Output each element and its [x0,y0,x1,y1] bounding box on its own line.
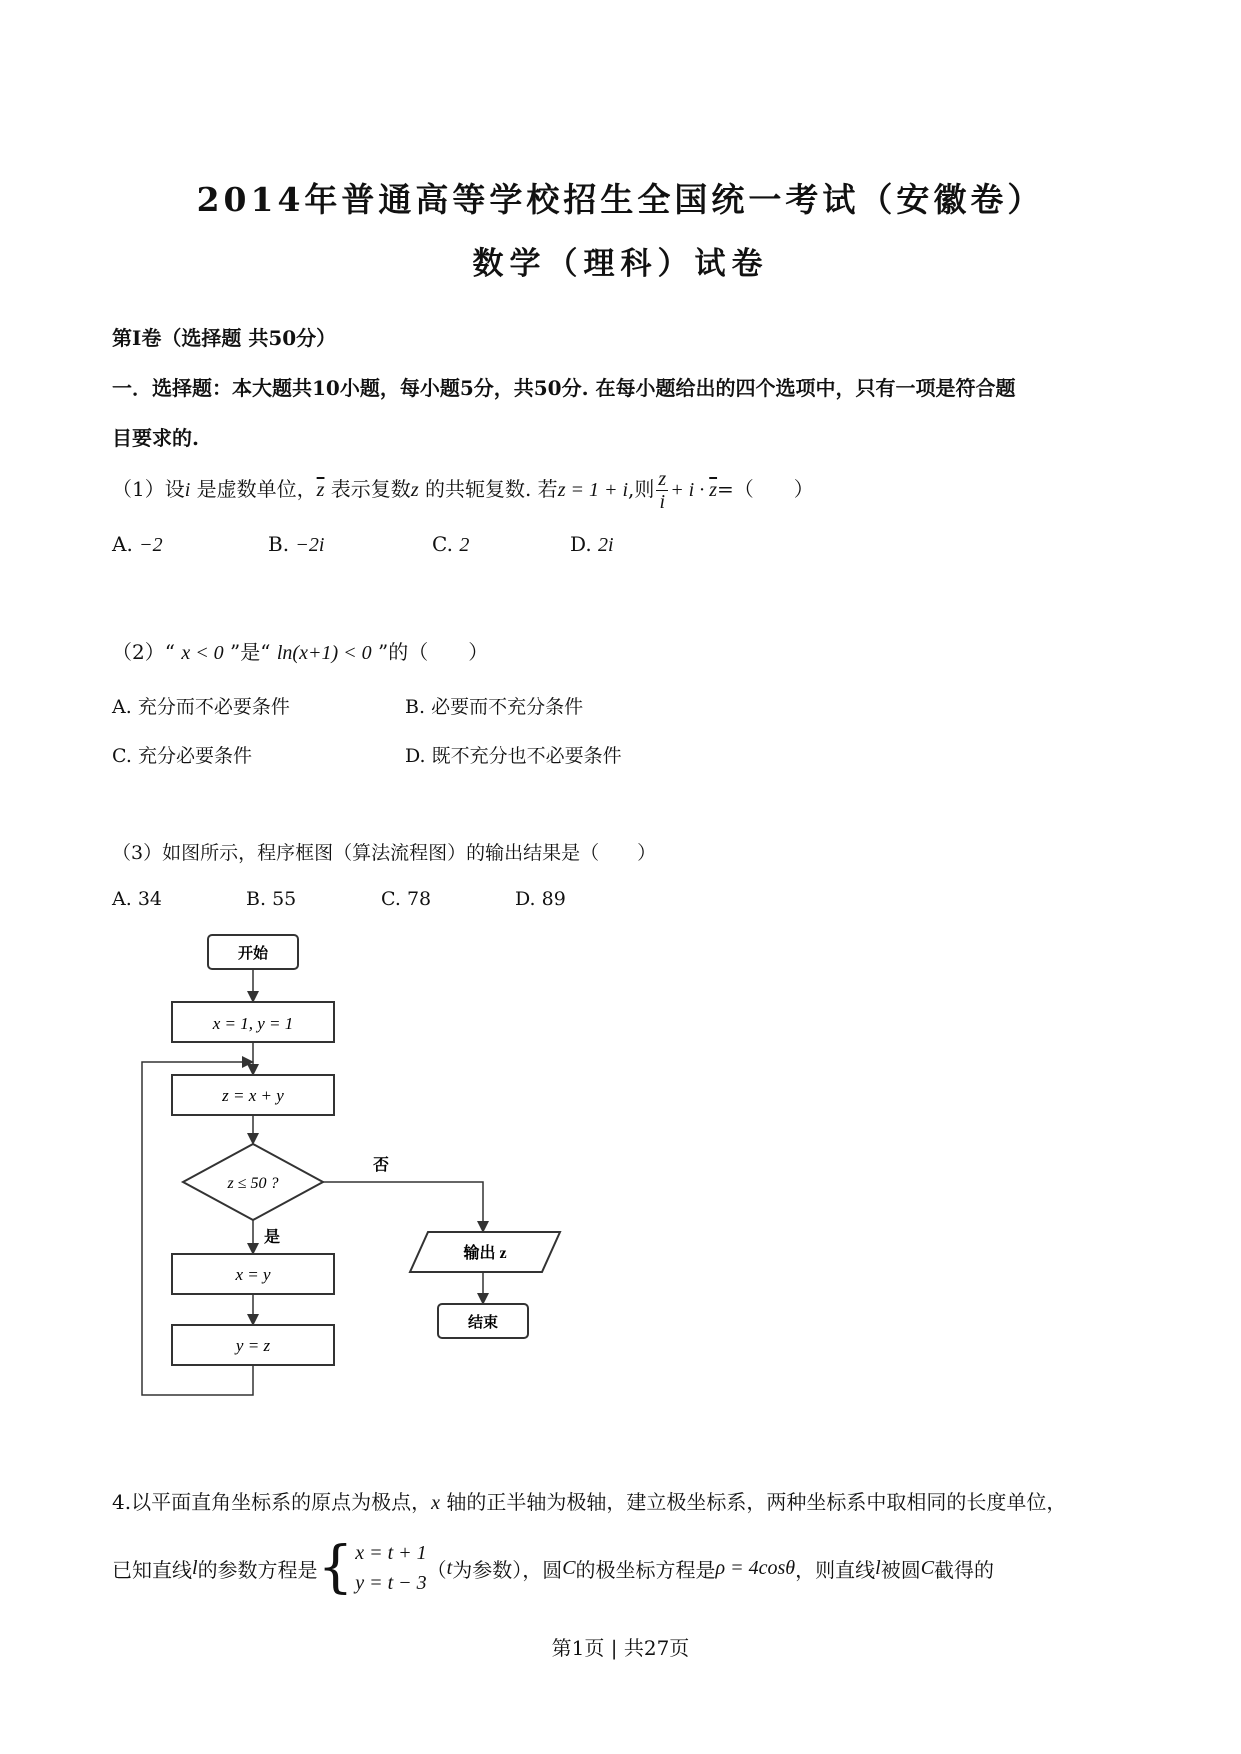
q4-t-var: t [446,1556,453,1579]
q1-frac-numerator: z [658,468,667,490]
question-2-stem [112,636,488,665]
flow-decision-text: z ≤ 50 ? [227,1175,279,1192]
q2-stem-c: ”的（ ） [371,640,489,664]
option-value: 充分而不必要条件 [137,696,290,718]
option-label: B. [268,532,290,556]
part-heading: 第Ⅰ卷（选择题 共50分） [112,326,337,350]
q4-eq-2: y = t − 3 [355,1572,427,1594]
q3-option-b [246,888,296,910]
instructions-line-1: 一．选择题：本大题共10小题，每小题5分，共50分. 在每小题给出的四个选项中，只有一项是符合题 [112,376,1016,400]
q1-condition: z = 1 + i [557,479,629,501]
q1-option-a [112,532,163,557]
option-label: A. [112,696,132,718]
option-label: B. [405,696,426,718]
q4-line2-c: （ [426,1557,447,1582]
question-3-stem: （3）如图所示，程序框图（算法流程图）的输出结果是（ ） [112,842,657,864]
q2-option-c [112,741,252,768]
instructions-line-2: 目要求的. [112,426,199,450]
page-subtitle: 数学（理科）试卷 [472,246,769,282]
q4-line2-h: 截得的 [934,1557,995,1582]
q1-zbar: $\overline{z}$ [316,479,325,501]
page-footer: 第1页 | 共27页 [551,1636,690,1660]
q1-part-c: 的共轭复数. 若 [418,477,558,501]
q4-equation-system [317,1535,427,1600]
q1-expr-end: =（ ） [717,477,814,501]
option-label: A. [112,888,132,910]
option-label: D. [570,532,592,556]
flow-yes-label: 是 [264,1229,281,1246]
flow-init-text: x = 1, y = 1 [212,1014,294,1033]
q1-i-var: i [184,479,191,501]
q4-x-var: x [431,1492,440,1514]
option-value: 充分必要条件 [137,745,252,767]
q2-condition-2: ln(x+1) < 0 [276,642,372,664]
q4-brace: { [317,1535,354,1600]
flow-assign-y-text: y = z [235,1336,271,1355]
flow-no-label: 否 [373,1157,390,1174]
q4-l-var-2: l [875,1556,881,1579]
q1-option-c [432,532,469,557]
q4-line2-f: ，则直线 [795,1557,876,1582]
option-label: C. [432,532,453,556]
q1-fraction [656,468,668,513]
flow-arrow-no [323,1182,483,1230]
option-value: −2 [139,534,163,556]
q4-C-var-2: C [920,1556,935,1579]
q4-line2-e: 的极坐标方程是 [575,1557,716,1582]
q1-z-var: z [410,479,419,501]
q2-option-a [112,692,290,719]
q3-option-d [515,888,566,910]
q1-option-b [268,532,324,557]
q4-l-var: l [192,1556,198,1579]
q2-condition-1: x < 0 [181,642,224,664]
q3-option-c [381,888,431,910]
q1-expr-rest: + i · [670,479,710,501]
q4-line1-b: 轴的正半轴为极轴，建立极坐标系，两种坐标系中取相同的长度单位， [439,1490,1067,1514]
option-value: 既不充分也不必要条件 [431,745,622,767]
q4-line2-d: 为参数），圆 [452,1557,563,1582]
option-value: 必要而不充分条件 [431,696,584,718]
option-label: C. [381,888,401,910]
flow-output-text: 输出 z [463,1245,507,1262]
option-value: 78 [406,888,432,910]
q2-stem-b: ”是“ [223,640,277,664]
q4-eq-1: x = t + 1 [355,1542,427,1564]
q1-frac-denominator: i [659,491,666,513]
q1-prefix: （1）设 [112,477,185,501]
q4-line2-a: 已知直线 [112,1557,192,1582]
question-4-line-1 [112,1486,1066,1515]
option-value: 89 [541,888,566,910]
q1-part-b: 表示复数 [324,477,411,501]
flow-assign-z-text: z = x + y [222,1086,284,1105]
option-value: 34 [137,888,162,910]
q1-expr-zbar: $\overline{z}$ [709,479,718,501]
flow-end-text: 结束 [467,1315,499,1331]
option-label: D. [405,745,426,767]
option-value: 2i [598,534,614,556]
option-label: B. [246,888,267,910]
q1-part-a: 是虚数单位， [190,477,317,501]
q4-line2-g: 被圆 [880,1557,921,1582]
flow-start-text: 开始 [237,946,269,962]
option-label: C. [112,745,132,767]
question-1-stem [112,468,814,513]
q2-option-b [405,692,583,719]
q2-option-d [405,741,622,768]
question-4-line-2 [112,1528,994,1608]
option-value: 55 [272,888,297,910]
flow-assign-x-text: x = y [235,1265,271,1284]
page-title: 2014年普通高等学校招生全国统一考试（安徽卷） [196,180,1045,219]
q4-rho-equation: ρ = 4cosθ [715,1556,796,1579]
q4-line2-b: 的参数方程是 [197,1557,318,1582]
option-label: D. [515,888,536,910]
q2-stem-a: （2）“ [112,640,182,664]
option-label: A. [112,532,133,556]
q4-line1-a: 4.以平面直角坐标系的原点为极点， [112,1490,432,1514]
flowchart [130,930,580,1410]
q1-option-d [570,532,614,557]
q4-C-var: C [562,1556,576,1579]
option-value: −2i [295,534,325,556]
q3-option-a [112,888,162,910]
q1-part-d: ,则 [628,477,655,501]
option-value: 2 [459,534,470,556]
